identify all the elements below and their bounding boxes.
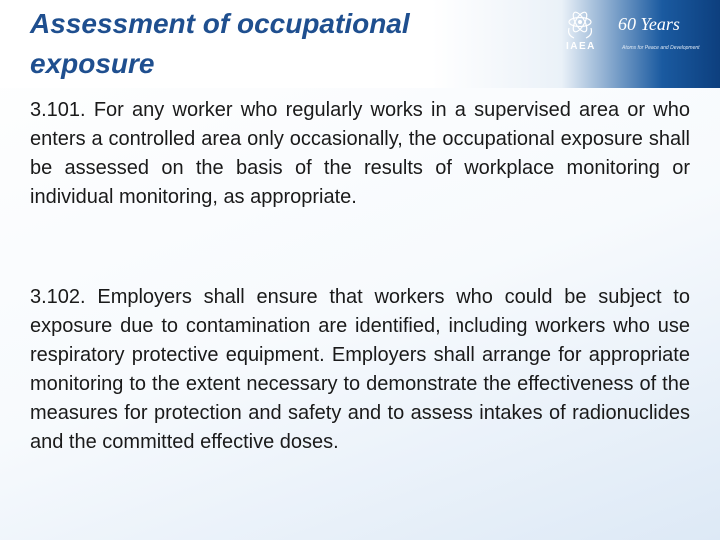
logo-anniversary: 60 Years [618,14,680,34]
iaea-logo [560,8,710,56]
paragraph-3-102: 3.102. Employers shall ensure that workers who could be subject to exposure due to contamination are identified, including workers who use respiratory protective equipment. Employers shall arrange for appropriate monitoring to the extent necessary to demonstrate the effectiveness of the measures for protection and safety and to assess intakes of radionuclides and the committed effective doses. [30,286,690,453]
iaea-emblem-icon [564,8,596,40]
slide-title: Assessment of occupational exposure [30,8,410,79]
logo-org-name: IAEA [566,41,596,52]
paragraph-3-101: 3.101. For any worker who regularly works in a supervised area or who enters a controlled area only occasionally, the occupational exposure shall be assessed on the basis of the results of workplace monitoring or individual monitoring, as appropriate. [30,99,690,208]
logo-motto: Atoms for Peace and Development [622,45,700,51]
